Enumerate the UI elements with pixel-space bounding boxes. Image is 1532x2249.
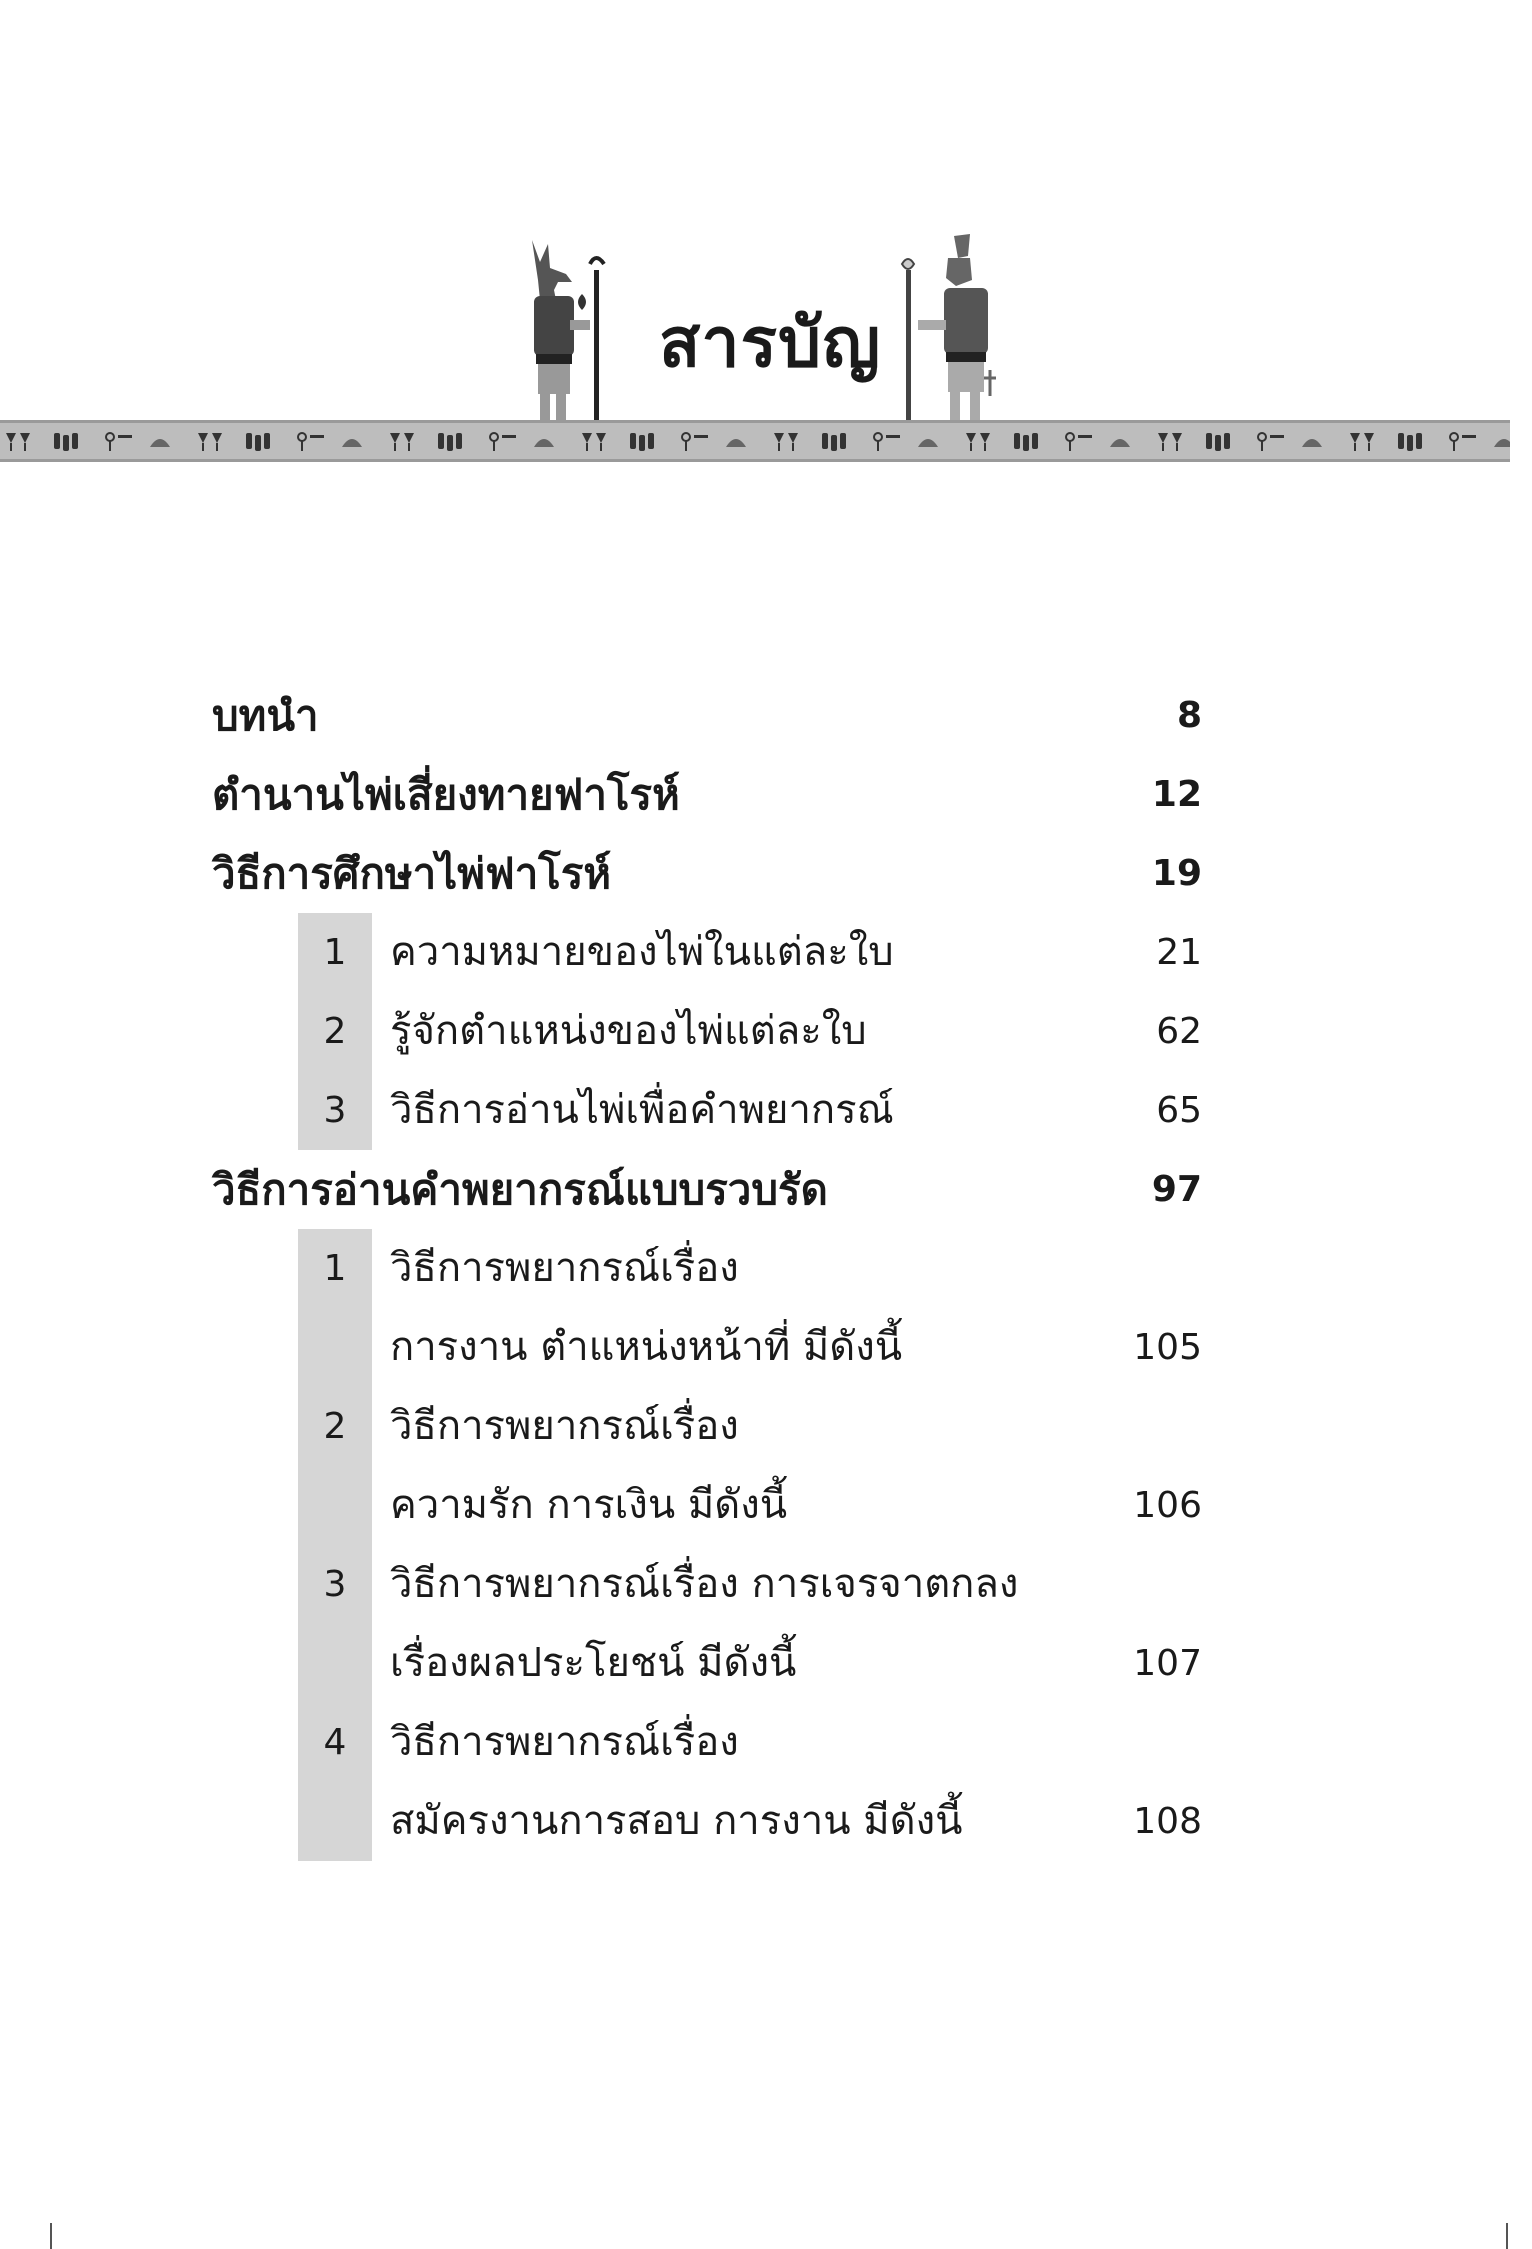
toc-item-label: เรื่องผลประโยชน์ มีดังนี้ (390, 1640, 797, 1686)
toc-item-label: วิธีการอ่านไพ่เพื่อคำพยากรณ์ (390, 1087, 894, 1133)
toc-item-number: 2 (323, 1406, 347, 1447)
toc-sub-row (0, 913, 1532, 992)
toc-item-label: วิธีการอ่านคำพยากรณ์แบบรวบรัด (212, 1165, 828, 1214)
toc-item-number: 1 (323, 1248, 347, 1289)
toc-item-label: ความรัก การเงิน มีดังนี้ (390, 1482, 788, 1528)
toc-item-number: 2 (323, 1011, 347, 1052)
toc-page-number: 105 (1133, 1327, 1202, 1368)
toc-chapter-row (0, 676, 1532, 755)
toc-item-label: วิธีการพยากรณ์เรื่อง (390, 1403, 739, 1449)
toc-item-label: ตำนานไพ่เสี่ยงทายฟาโรห์ (212, 770, 680, 819)
toc-page-number: 108 (1133, 1801, 1202, 1842)
toc-sub-row (0, 992, 1532, 1071)
toc-sub-row (0, 1782, 1532, 1861)
toc-item-label: ความหมายของไพ่ในแต่ละใบ (390, 929, 894, 975)
toc-item-number (298, 1782, 372, 1861)
toc-sub-row (0, 1229, 1532, 1308)
toc-item-number: 3 (323, 1090, 347, 1131)
toc-chapter-row (0, 834, 1532, 913)
toc-chapter-row (0, 1150, 1532, 1229)
toc-sub-row (0, 1624, 1532, 1703)
toc-sub-row (0, 1703, 1532, 1782)
toc-sub-row (0, 1387, 1532, 1466)
toc-item-number: 1 (323, 932, 347, 973)
toc-item-label: สมัครงานการสอบ การงาน มีดังนี้ (390, 1798, 963, 1844)
crop-mark-left (50, 2223, 52, 2249)
crop-mark-right (1506, 2223, 1508, 2249)
toc-item-number (298, 1466, 372, 1545)
toc-page-number: 21 (1156, 932, 1202, 973)
toc-page-number: 12 (1151, 774, 1202, 815)
toc-sub-row (0, 1071, 1532, 1150)
page-title: สารบัญ (658, 304, 882, 383)
toc-page-number: 106 (1133, 1485, 1202, 1526)
toc-page-number: 97 (1151, 1169, 1202, 1210)
toc-item-number: 3 (323, 1564, 347, 1605)
toc-item-number: 4 (323, 1722, 347, 1763)
toc-page-number: 107 (1133, 1643, 1202, 1684)
toc-page-number: 65 (1156, 1090, 1202, 1131)
toc-item-number (298, 1308, 372, 1387)
toc-page-number: 8 (1176, 695, 1202, 736)
toc-item-label: การงาน ตำแหน่งหน้าที่ มีดังนี้ (390, 1324, 903, 1370)
toc-item-label: วิธีการศึกษาไพ่ฟาโรห์ (212, 849, 612, 898)
toc-item-label: บทนำ (212, 691, 319, 740)
toc-page-number: 19 (1151, 853, 1202, 894)
toc-sub-row (0, 1466, 1532, 1545)
toc-item-number (298, 1624, 372, 1703)
toc-item-label: วิธีการพยากรณ์เรื่อง การเจรจาตกลง (390, 1561, 1019, 1607)
toc-item-label: รู้จักตำแหน่งของไพ่แต่ละใบ (390, 1008, 867, 1054)
toc-sub-row (0, 1308, 1532, 1387)
toc-sub-row (0, 1545, 1532, 1624)
toc-item-label: วิธีการพยากรณ์เรื่อง (390, 1245, 739, 1291)
toc-page-number: 62 (1156, 1011, 1202, 1052)
toc-item-label: วิธีการพยากรณ์เรื่อง (390, 1719, 739, 1765)
toc-chapter-row (0, 755, 1532, 834)
